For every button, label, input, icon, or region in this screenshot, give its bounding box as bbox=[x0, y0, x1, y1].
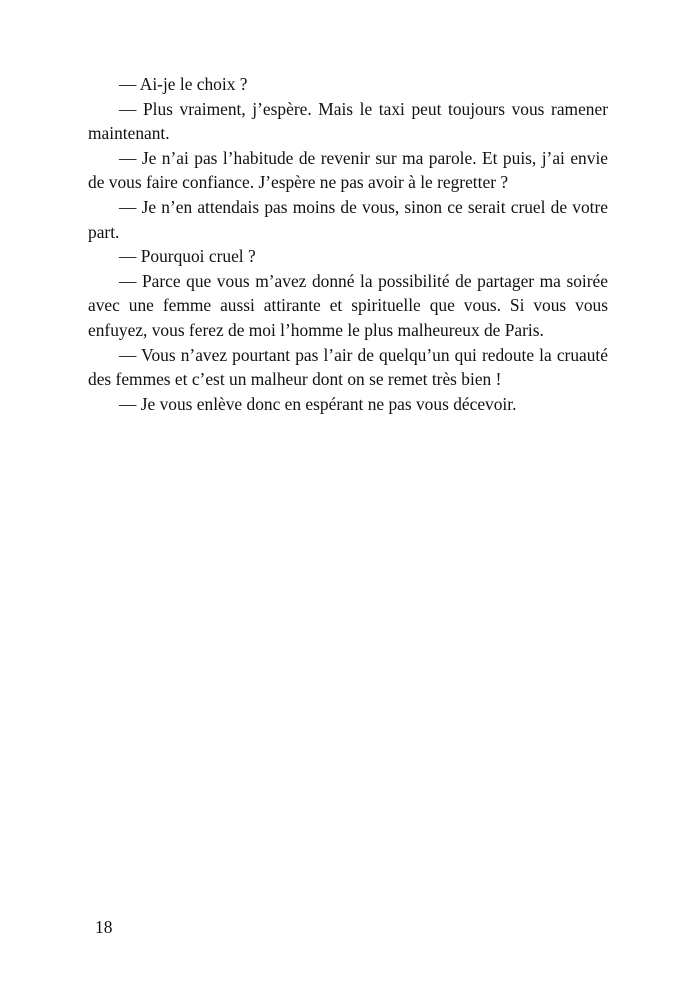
page-number: 18 bbox=[95, 917, 113, 937]
dialogue-line: — Vous n’avez pourtant pas l’air de quelqu’un qui redoute la cruauté des femmes et c’est un malheur dont on se remet très bien ! bbox=[88, 344, 608, 390]
dialogue-line: — Je n’ai pas l’habitude de revenir sur ma parole. Et puis, j’ai envie de vous faire confiance. J’espère ne pas avoir à le regretter ? bbox=[88, 147, 608, 193]
dialogue-line: — Ai-je le choix ? bbox=[119, 74, 248, 94]
dialogue-line: — Pourquoi cruel ? bbox=[119, 246, 256, 267]
dialogue-text bbox=[88, 72, 608, 416]
dialogue-line: — Plus vraiment, j’espère. Mais le taxi peut toujours vous ramener maintenant. bbox=[88, 98, 608, 144]
dialogue-line: — Je n’en attendais pas moins de vous, sinon ce serait cruel de votre part. bbox=[88, 196, 608, 242]
dialogue-line: — Parce que vous m’avez donné la possibilité de partager ma soirée avec une femme aussi attirante et spirituelle que vous. Si vous vous enfuyez, vous ferez de moi l’homme le plus malheureux de Paris. bbox=[88, 270, 608, 340]
dialogue-line: — Je vous enlève donc en espérant ne pas vous décevoir. bbox=[119, 393, 517, 414]
